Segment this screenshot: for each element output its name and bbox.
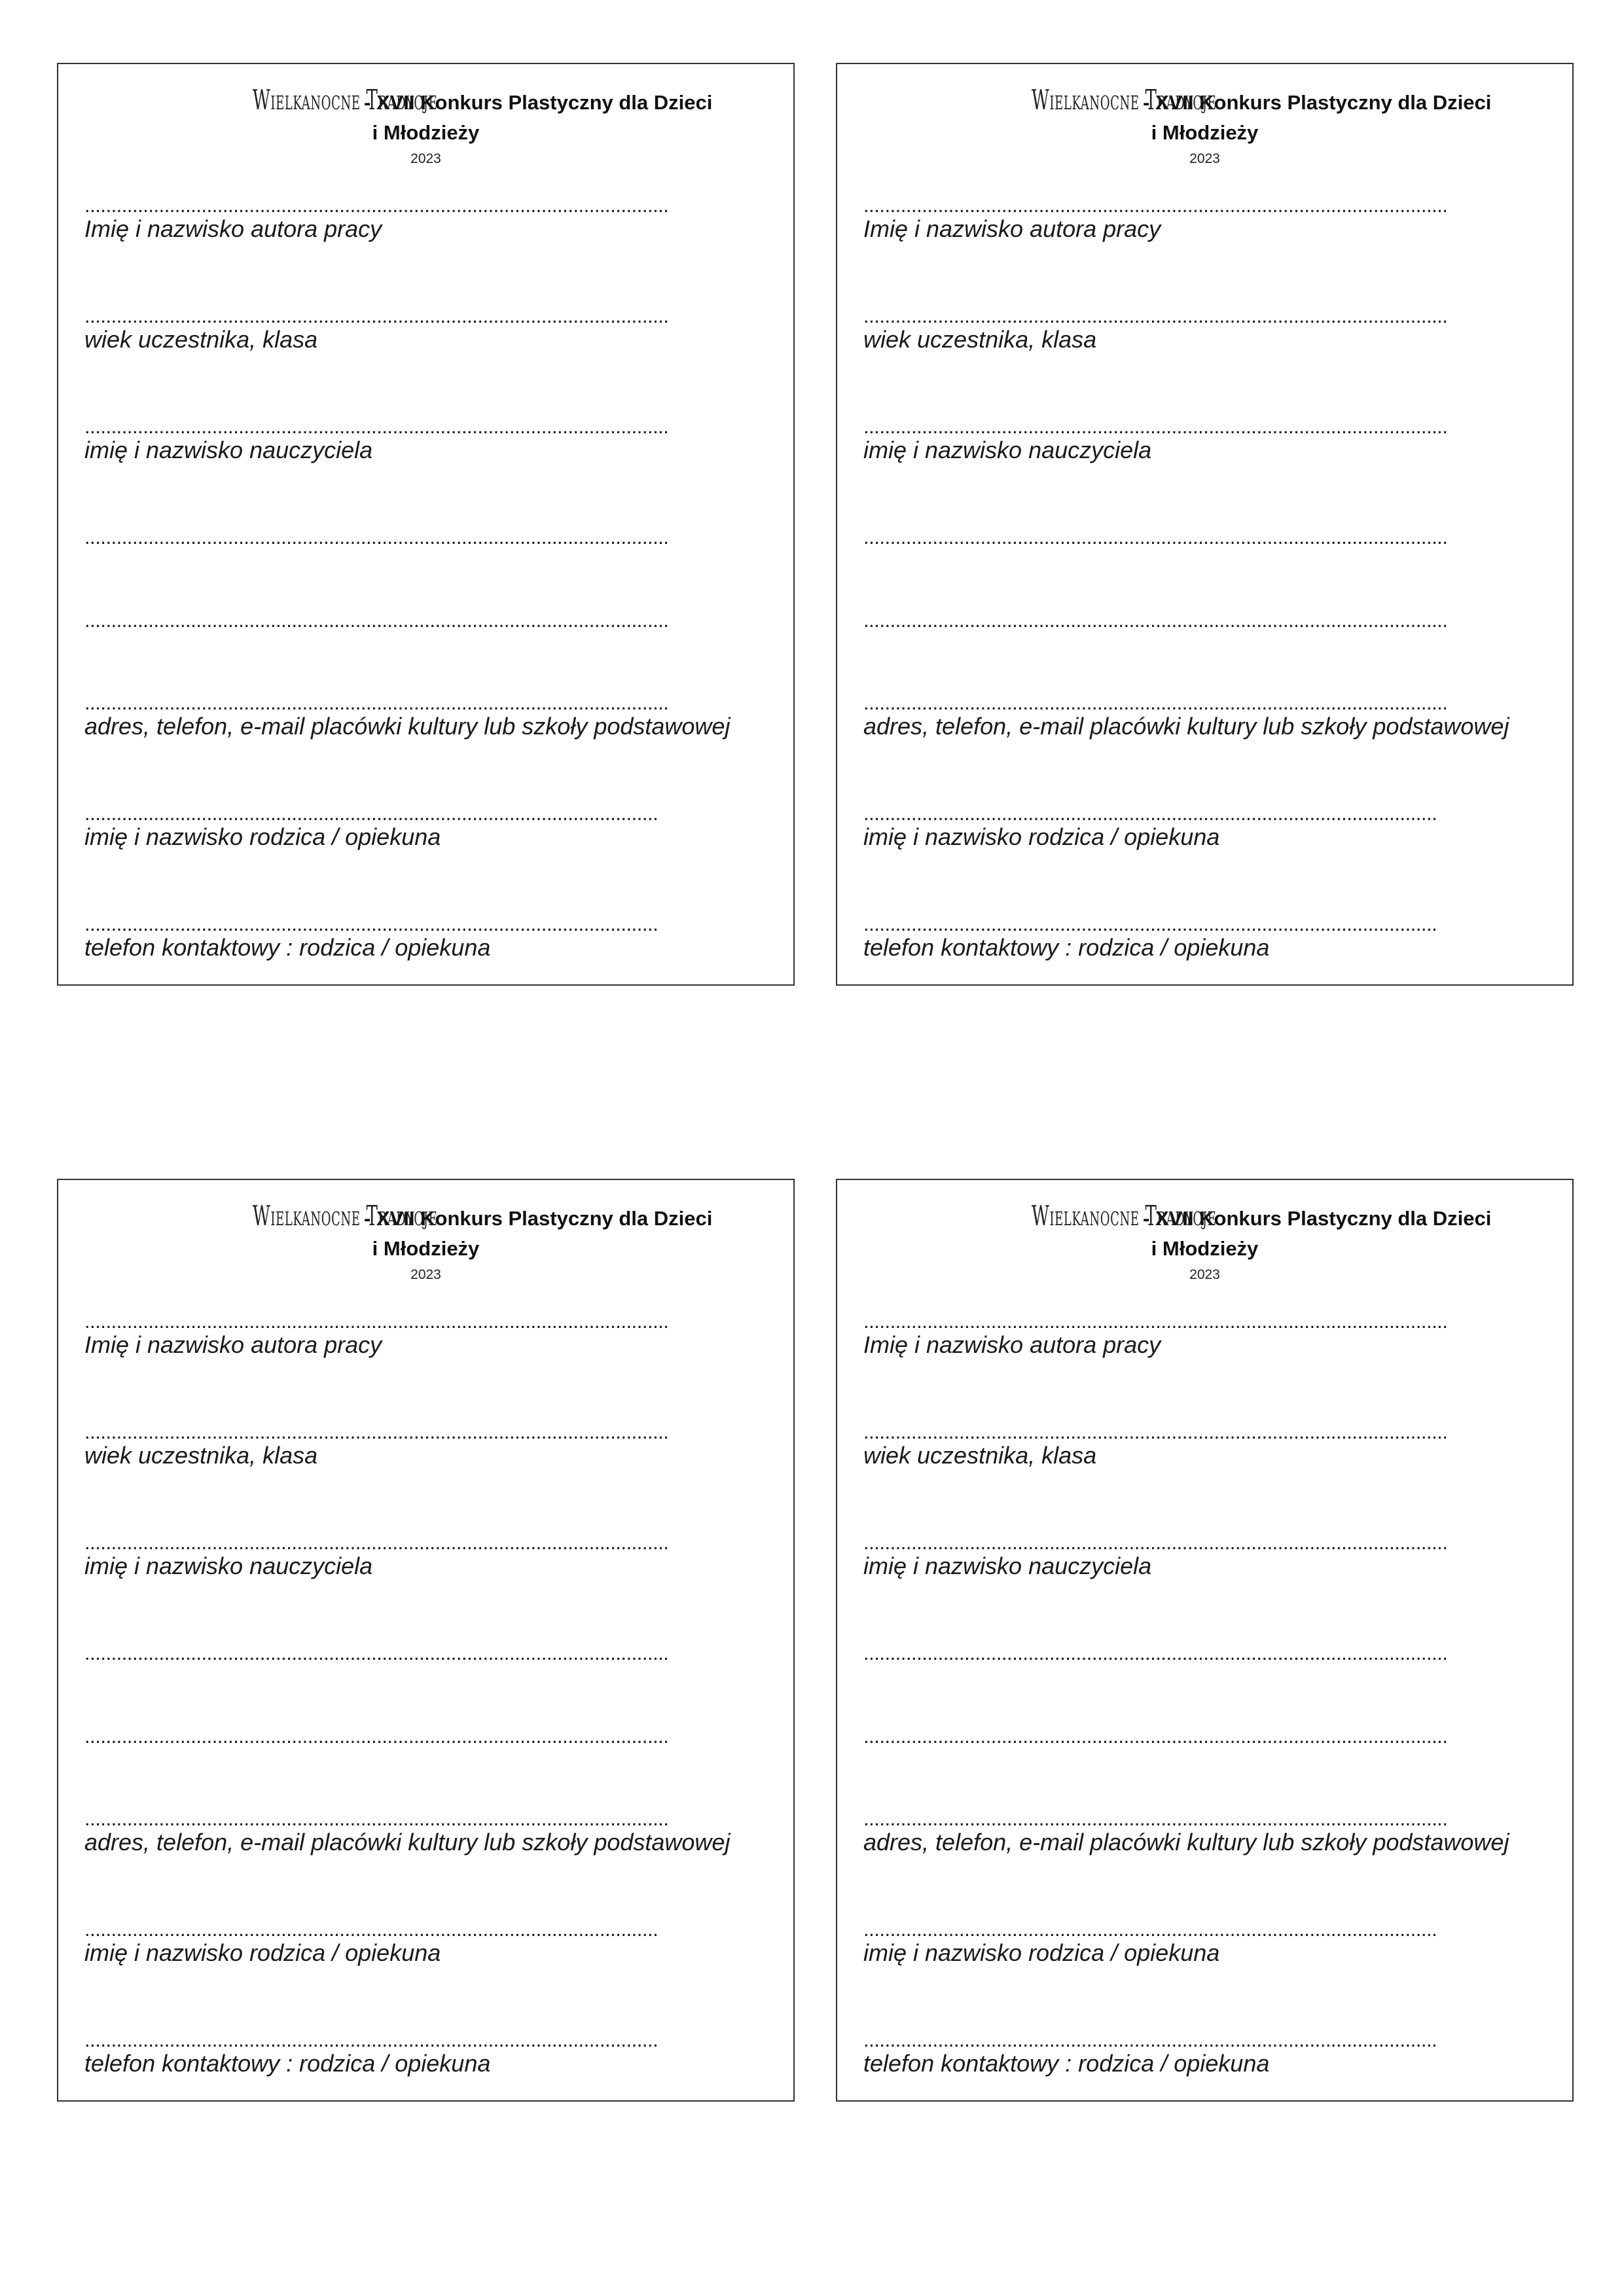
- fill-line[interactable]: ..............................................................................................................: [863, 308, 1448, 325]
- field-parent-name[interactable]: [863, 1921, 1544, 1967]
- field-address-line-2[interactable]: [84, 612, 765, 629]
- field-label: imię i nazwisko nauczyciela: [863, 1552, 1152, 1579]
- card-header: [58, 1200, 793, 1283]
- title-line: [58, 1200, 793, 1232]
- fill-line[interactable]: ..............................................................................................................: [84, 1313, 669, 1330]
- field-label: imię i nazwisko rodzica / opiekuna: [863, 1939, 1220, 1966]
- field-author-name[interactable]: [863, 197, 1544, 243]
- field-parent-name[interactable]: [863, 805, 1544, 851]
- field-parent-phone[interactable]: [84, 2032, 765, 2077]
- contest-title: - XVII Konkurs Plastyczny dla Dzieci: [364, 1207, 713, 1230]
- fill-line[interactable]: ..............................................................................................................: [863, 197, 1448, 214]
- fill-line[interactable]: ..............................................................................................................: [863, 694, 1448, 711]
- fill-line[interactable]: ..............................................................................................................: [84, 612, 669, 629]
- fill-line[interactable]: ..............................................................................................................: [84, 1534, 669, 1551]
- field-parent-name[interactable]: [84, 805, 765, 851]
- fill-line[interactable]: ..............................................................................................................: [863, 1313, 1448, 1330]
- fill-line[interactable]: ............................................................................................................: [84, 805, 659, 822]
- contest-year: 2023: [1189, 151, 1220, 166]
- contest-subtitle: i Młodzieży: [1151, 1237, 1259, 1260]
- card-header: [837, 84, 1572, 167]
- field-address-line-1[interactable]: [863, 529, 1544, 546]
- field-author-name[interactable]: [84, 197, 765, 243]
- field-address-line-2[interactable]: [863, 1728, 1544, 1745]
- contest-title: - XVII Konkurs Plastyczny dla Dzieci: [1143, 1207, 1492, 1230]
- field-parent-phone[interactable]: [84, 916, 765, 961]
- fill-line[interactable]: ..............................................................................................................: [84, 197, 669, 214]
- field-age-class[interactable]: [863, 308, 1544, 353]
- field-label: adres, telefon, e-mail placówki kultury lub szkoły podstawowej: [84, 713, 731, 740]
- field-address-line-1[interactable]: [84, 1645, 765, 1662]
- fill-line[interactable]: ............................................................................................................: [84, 2032, 659, 2049]
- card-header: [58, 84, 793, 167]
- fill-line[interactable]: ............................................................................................................: [84, 1921, 659, 1938]
- field-parent-phone[interactable]: [863, 2032, 1544, 2077]
- contest-year: 2023: [1189, 1267, 1220, 1282]
- field-school-contact[interactable]: [84, 694, 765, 740]
- fill-line[interactable]: ..............................................................................................................: [84, 1810, 669, 1827]
- field-address-line-1[interactable]: [863, 1645, 1544, 1662]
- field-label: imię i nazwisko rodzica / opiekuna: [84, 823, 441, 850]
- field-label: imię i nazwisko nauczyciela: [84, 1552, 373, 1579]
- title-line: [837, 84, 1572, 116]
- entry-card-1: [57, 63, 795, 986]
- fill-line[interactable]: ..............................................................................................................: [863, 529, 1448, 546]
- field-parent-name[interactable]: [84, 1921, 765, 1967]
- field-author-name[interactable]: [84, 1313, 765, 1359]
- card-header: [837, 1200, 1572, 1283]
- fill-line[interactable]: ..............................................................................................................: [863, 418, 1448, 435]
- contest-title: - XVII Konkurs Plastyczny dla Dzieci: [1143, 91, 1492, 114]
- field-label: telefon kontaktowy : rodzica / opiekuna: [863, 2050, 1270, 2077]
- field-teacher-name[interactable]: [84, 1534, 765, 1580]
- contest-subtitle: i Młodzieży: [372, 1237, 480, 1260]
- title-line: [58, 84, 793, 116]
- field-teacher-name[interactable]: [863, 1534, 1544, 1580]
- entry-card-2: [836, 63, 1574, 986]
- fill-line[interactable]: ..............................................................................................................: [84, 1424, 669, 1441]
- contest-subtitle: i Młodzieży: [372, 121, 480, 144]
- field-school-contact[interactable]: [863, 1810, 1544, 1856]
- field-label: wiek uczestnika, klasa: [863, 1442, 1097, 1469]
- field-age-class[interactable]: [84, 308, 765, 353]
- fill-line[interactable]: ..............................................................................................................: [863, 612, 1448, 629]
- fill-line[interactable]: ..............................................................................................................: [863, 1645, 1448, 1662]
- fill-line[interactable]: ..............................................................................................................: [84, 1645, 669, 1662]
- entry-card-3: [57, 1179, 795, 2102]
- field-label: adres, telefon, e-mail placówki kultury lub szkoły podstawowej: [84, 1829, 731, 1856]
- fill-line[interactable]: ..............................................................................................................: [863, 1810, 1448, 1827]
- field-label: imię i nazwisko rodzica / opiekuna: [863, 823, 1220, 850]
- fill-line[interactable]: ............................................................................................................: [84, 916, 659, 933]
- field-parent-phone[interactable]: [863, 916, 1544, 961]
- field-label: wiek uczestnika, klasa: [863, 326, 1097, 353]
- field-label: Imię i nazwisko autora pracy: [863, 215, 1161, 242]
- field-school-contact[interactable]: [863, 694, 1544, 740]
- fill-line[interactable]: ..............................................................................................................: [84, 694, 669, 711]
- fill-line[interactable]: ............................................................................................................: [863, 1921, 1437, 1938]
- field-label: wiek uczestnika, klasa: [84, 1442, 318, 1469]
- field-teacher-name[interactable]: [863, 418, 1544, 464]
- field-address-line-1[interactable]: [84, 529, 765, 546]
- field-address-line-2[interactable]: [84, 1728, 765, 1745]
- contest-subtitle: i Młodzieży: [1151, 121, 1259, 144]
- field-label: Imię i nazwisko autora pracy: [863, 1331, 1161, 1358]
- field-age-class[interactable]: [84, 1424, 765, 1469]
- fill-line[interactable]: ............................................................................................................: [863, 2032, 1437, 2049]
- contest-year: 2023: [410, 151, 441, 166]
- fill-line[interactable]: ..............................................................................................................: [84, 1728, 669, 1745]
- fill-line[interactable]: ..............................................................................................................: [863, 1424, 1448, 1441]
- contest-title: - XVII Konkurs Plastyczny dla Dzieci: [364, 91, 713, 114]
- fill-line[interactable]: ............................................................................................................: [863, 916, 1437, 933]
- contest-year: 2023: [410, 1267, 441, 1282]
- field-teacher-name[interactable]: [84, 418, 765, 464]
- contest-name: Wielkanocne Tradycje: [252, 1200, 438, 1232]
- contest-name: Wielkanocne Tradycje: [1031, 84, 1217, 116]
- title-line: [837, 1200, 1572, 1232]
- contest-name: Wielkanocne Tradycje: [252, 84, 438, 116]
- field-author-name[interactable]: [863, 1313, 1544, 1359]
- field-label: telefon kontaktowy : rodzica / opiekuna: [84, 934, 491, 961]
- entry-card-4: [836, 1179, 1574, 2102]
- field-label: adres, telefon, e-mail placówki kultury lub szkoły podstawowej: [863, 713, 1509, 740]
- fill-line[interactable]: ..............................................................................................................: [84, 529, 669, 546]
- field-label: Imię i nazwisko autora pracy: [84, 1331, 382, 1358]
- field-age-class[interactable]: [863, 1424, 1544, 1469]
- fill-line[interactable]: ..............................................................................................................: [863, 1728, 1448, 1745]
- field-address-line-2[interactable]: [863, 612, 1544, 629]
- contest-name: Wielkanocne Tradycje: [1031, 1200, 1217, 1232]
- fill-line[interactable]: ..............................................................................................................: [84, 418, 669, 435]
- field-label: adres, telefon, e-mail placówki kultury lub szkoły podstawowej: [863, 1829, 1509, 1856]
- field-label: imię i nazwisko nauczyciela: [84, 437, 373, 463]
- fill-line[interactable]: ............................................................................................................: [863, 805, 1437, 822]
- field-label: imię i nazwisko rodzica / opiekuna: [84, 1939, 441, 1966]
- field-label: telefon kontaktowy : rodzica / opiekuna: [84, 2050, 491, 2077]
- field-label: telefon kontaktowy : rodzica / opiekuna: [863, 934, 1270, 961]
- field-label: Imię i nazwisko autora pracy: [84, 215, 382, 242]
- fill-line[interactable]: ..............................................................................................................: [863, 1534, 1448, 1551]
- field-label: imię i nazwisko nauczyciela: [863, 437, 1152, 463]
- field-school-contact[interactable]: [84, 1810, 765, 1856]
- fill-line[interactable]: ..............................................................................................................: [84, 308, 669, 325]
- field-label: wiek uczestnika, klasa: [84, 326, 318, 353]
